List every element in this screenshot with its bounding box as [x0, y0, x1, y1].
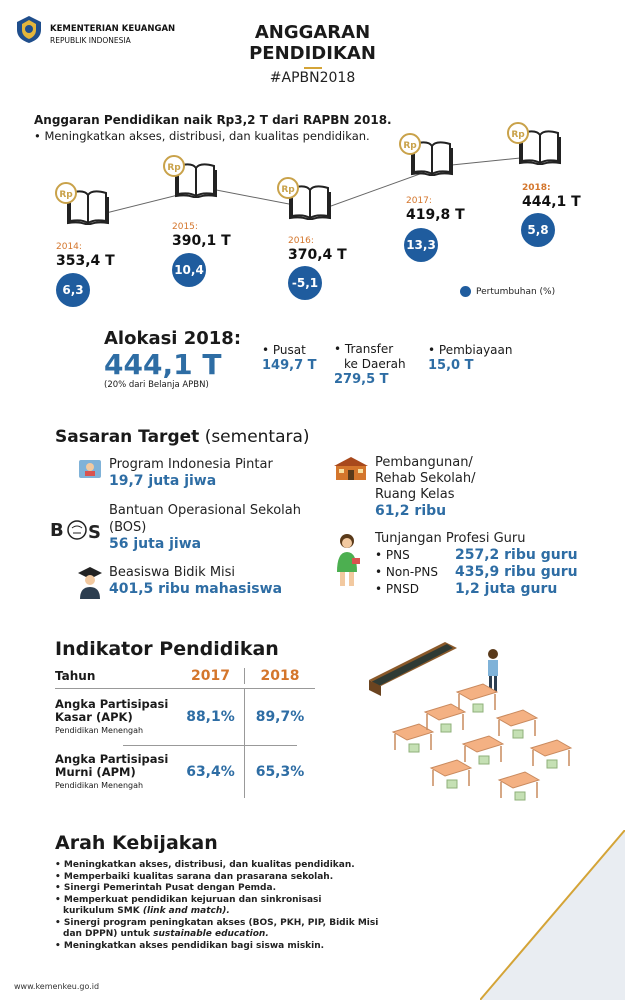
list-item-text: Memperkuat pendidikan kejuruan dan sinkronisasi: [63, 894, 322, 905]
alokasi-item-label: • Pusat: [262, 343, 306, 357]
graduate-icon: [76, 565, 104, 603]
alokasi-item-label2: ke Daerah: [344, 357, 406, 371]
timeline-amount: 444,1 T: [522, 194, 581, 210]
timeline-year: 2018:: [522, 183, 551, 193]
timeline-amount: 370,4 T: [288, 247, 347, 263]
growth-bubble: 6,3: [56, 273, 90, 307]
sasaran-bos: [109, 502, 301, 553]
book-icon: [162, 154, 222, 198]
guru-row: [375, 581, 578, 598]
table-cell-2018: 89,7%: [255, 709, 305, 725]
teacher-figure-icon: [488, 649, 498, 692]
table-row-label: [55, 753, 177, 792]
table-header-2018: 2018: [260, 667, 300, 684]
chalkboard-icon: [369, 642, 457, 696]
table-cell-2018: 65,3%: [255, 764, 305, 780]
rupiah-badge-text: Rp: [167, 163, 181, 173]
indikator-title: Indikator Pendidikan: [55, 638, 279, 660]
row-name: Kasar (APK): [55, 709, 133, 724]
guru-row-label: • PNSD: [375, 582, 419, 596]
alokasi-item-label: • Transfer: [334, 342, 394, 356]
timeline-amount: 419,8 T: [406, 207, 465, 223]
timeline-year: 2015:: [172, 222, 198, 232]
row-sub: Pendidikan Menengah: [55, 780, 144, 790]
table-row-label: [55, 698, 177, 737]
guru-row-value: 1,2 juta guru: [455, 581, 558, 597]
bos-icon: [48, 512, 106, 544]
sasaran-pembangunan: [375, 455, 476, 519]
guru-row: [375, 547, 578, 564]
sasaran-pip: [109, 456, 273, 490]
table-cell-2017: 88,1%: [177, 689, 245, 745]
id-card-icon: [78, 457, 102, 485]
alokasi-item-value: 149,7 T: [262, 358, 317, 373]
list-item-italic: (link and match).: [142, 906, 230, 916]
timeline-amount: 390,1 T: [172, 233, 231, 249]
intro-bullet: • Meningkatkan akses, distribusi, dan kualitas pendidikan.: [34, 129, 370, 143]
timeline-point-2018: [522, 181, 581, 209]
sasaran-title: [55, 427, 310, 447]
sasaran-item-value: 56 juta jiwa: [109, 536, 202, 552]
alokasi-item-label: • Pembiayaan: [428, 343, 513, 357]
timeline-year: 2016:: [288, 236, 314, 246]
alokasi-item-value: 279,5 T: [334, 372, 389, 387]
legend-label: Pertumbuhan (%): [476, 286, 556, 297]
list-item-text: dan DPPN) untuk: [63, 929, 151, 939]
row-name: Angka Partisipasi: [55, 751, 169, 766]
sasaran-guru: [375, 531, 578, 598]
ministry-name-line1: KEMENTERIAN KEUANGAN: [50, 24, 176, 34]
list-item-text: Sinergi program peningkatan akses (BOS, PKH, PIP, Bidik Misi: [63, 917, 379, 928]
footer-url: www.kemenkeu.go.id: [14, 982, 100, 991]
list-item-cont: [55, 906, 435, 918]
page-title-line1: ANGGARAN: [254, 22, 371, 43]
sasaran-item-value: 401,5 ribu mahasiswa: [109, 581, 283, 597]
alokasi-pusat: [262, 342, 317, 374]
growth-legend: [460, 286, 555, 297]
book-icon: [276, 176, 336, 220]
rupiah-badge-text: Rp: [281, 185, 295, 195]
sasaran-item-name2: (BOS): [109, 520, 147, 535]
timeline-point-2016: [288, 234, 347, 262]
row-sub: Pendidikan Menengah: [55, 725, 144, 735]
timeline-point-2015: [172, 220, 231, 248]
sasaran-item-name: Tunjangan Profesi Guru: [375, 531, 526, 546]
page-title-line2: PENDIDIKAN: [249, 43, 376, 64]
sasaran-item-name: Program Indonesia Pintar: [109, 457, 273, 472]
alokasi-item-value: 15,0 T: [428, 358, 474, 373]
list-item: • Memperkuat pendidikan kejuruan dan sinkronisasi: [55, 894, 322, 905]
guru-row-value: 435,9 ribu guru: [455, 564, 578, 580]
guru-row-value: 257,2 ribu guru: [455, 547, 578, 563]
book-icon: [398, 132, 458, 176]
alokasi-transfer: [334, 342, 406, 387]
timeline-point-2017: [406, 194, 465, 222]
list-item-text: Meningkatkan akses pendidikan bagi siswa miskin.: [63, 940, 325, 951]
sasaran-item-name: Bantuan Operasional Sekolah: [109, 503, 301, 518]
school-building-icon: [334, 455, 368, 485]
sasaran-title-suffix: (sementara): [204, 427, 310, 447]
rupiah-badge-text: Rp: [511, 130, 525, 140]
timeline-amount: 353,4 T: [56, 253, 115, 269]
list-item-text: Memperbaiki kualitas sarana dan prasarana sekolah.: [63, 871, 334, 882]
timeline-year: 2014:: [56, 242, 82, 252]
table-row: [55, 689, 315, 745]
sasaran-bidikmisi: [109, 564, 282, 598]
table-row: [55, 746, 315, 798]
sasaran-item-name: Beasiswa Bidik Misi: [109, 565, 236, 580]
list-item-text: Meningkatkan akses, distribusi, dan kualitas pendidikan.: [63, 860, 355, 870]
desks-icon: [393, 684, 571, 788]
list-item-cont: [55, 929, 435, 941]
growth-bubble: 13,3: [404, 228, 438, 262]
timeline-point-2014: [56, 240, 115, 268]
alokasi-amount: 444,1 T: [104, 348, 222, 381]
list-item: • Memperbaiki kualitas sarana dan prasarana sekolah.: [55, 871, 334, 882]
list-item: • Meningkatkan akses, distribusi, dan kualitas pendidikan.: [55, 860, 355, 870]
rupiah-badge-text: Rp: [59, 190, 73, 200]
list-item: • Sinergi program peningkatan akses (BOS, PKH, PIP, Bidik Misi: [55, 917, 379, 928]
table-header-row: [55, 663, 315, 689]
svg-text:B: B: [50, 520, 64, 541]
ministry-name-line2: REPUBLIK INDONESIA: [50, 36, 131, 45]
hashtag: #APBN2018: [269, 70, 356, 86]
growth-bubble: 5,8: [521, 213, 555, 247]
list-item-italic: sustainable education.: [153, 929, 269, 939]
book-icon: [506, 121, 566, 165]
list-item-text: kurikulum SMK: [63, 906, 140, 916]
alokasi-pembiayaan: [428, 342, 513, 374]
sasaran-title-main: Sasaran Target: [55, 427, 200, 447]
book-icon: [54, 181, 114, 225]
table-header-2017: 2017: [177, 668, 245, 684]
rupiah-badge-text: Rp: [403, 141, 417, 151]
list-item: • Meningkatkan akses pendidikan bagi siswa miskin.: [55, 940, 325, 951]
alokasi-label: Alokasi 2018:: [104, 328, 242, 349]
sasaran-item-value: 61,2 ribu: [375, 503, 447, 519]
list-item-text: Sinergi Pemerintah Pusat dengan Pemda.: [63, 883, 276, 893]
growth-bubble: 10,4: [172, 253, 206, 287]
arah-title: Arah Kebijakan: [55, 832, 218, 854]
teacher-icon: [332, 532, 362, 592]
legend-dot-icon: [460, 286, 471, 297]
row-name: Angka Partisipasi: [55, 696, 169, 711]
indikator-table: [55, 663, 315, 798]
guru-row-label: • Non-PNS: [375, 565, 438, 579]
timeline-year: 2017:: [406, 196, 432, 206]
guru-row-label: • PNS: [375, 548, 410, 562]
arah-list: [55, 860, 435, 952]
corner-decoration: [480, 830, 625, 1000]
sasaran-item-value: 19,7 juta jiwa: [109, 473, 217, 489]
intro-headline: Anggaran Pendidikan naik Rp3,2 T dari RAPBN 2018.: [34, 113, 392, 127]
table-cell-2017: 63,4%: [177, 746, 245, 798]
sasaran-item-name: Pembangunan/: [375, 455, 473, 470]
table-header-tahun: Tahun: [55, 668, 96, 683]
svg-text:S: S: [88, 522, 101, 543]
sasaran-item-name: Rehab Sekolah/: [375, 471, 476, 486]
list-item: • Sinergi Pemerintah Pusat dengan Pemda.: [55, 883, 276, 893]
classroom-illustration: [365, 640, 610, 855]
alokasi-note: (20% dari Belanja APBN): [104, 380, 209, 390]
growth-bubble: -5,1: [288, 266, 322, 300]
sasaran-item-name: Ruang Kelas: [375, 487, 455, 502]
row-name: Murni (APM): [55, 764, 136, 779]
guru-row: [375, 564, 578, 581]
